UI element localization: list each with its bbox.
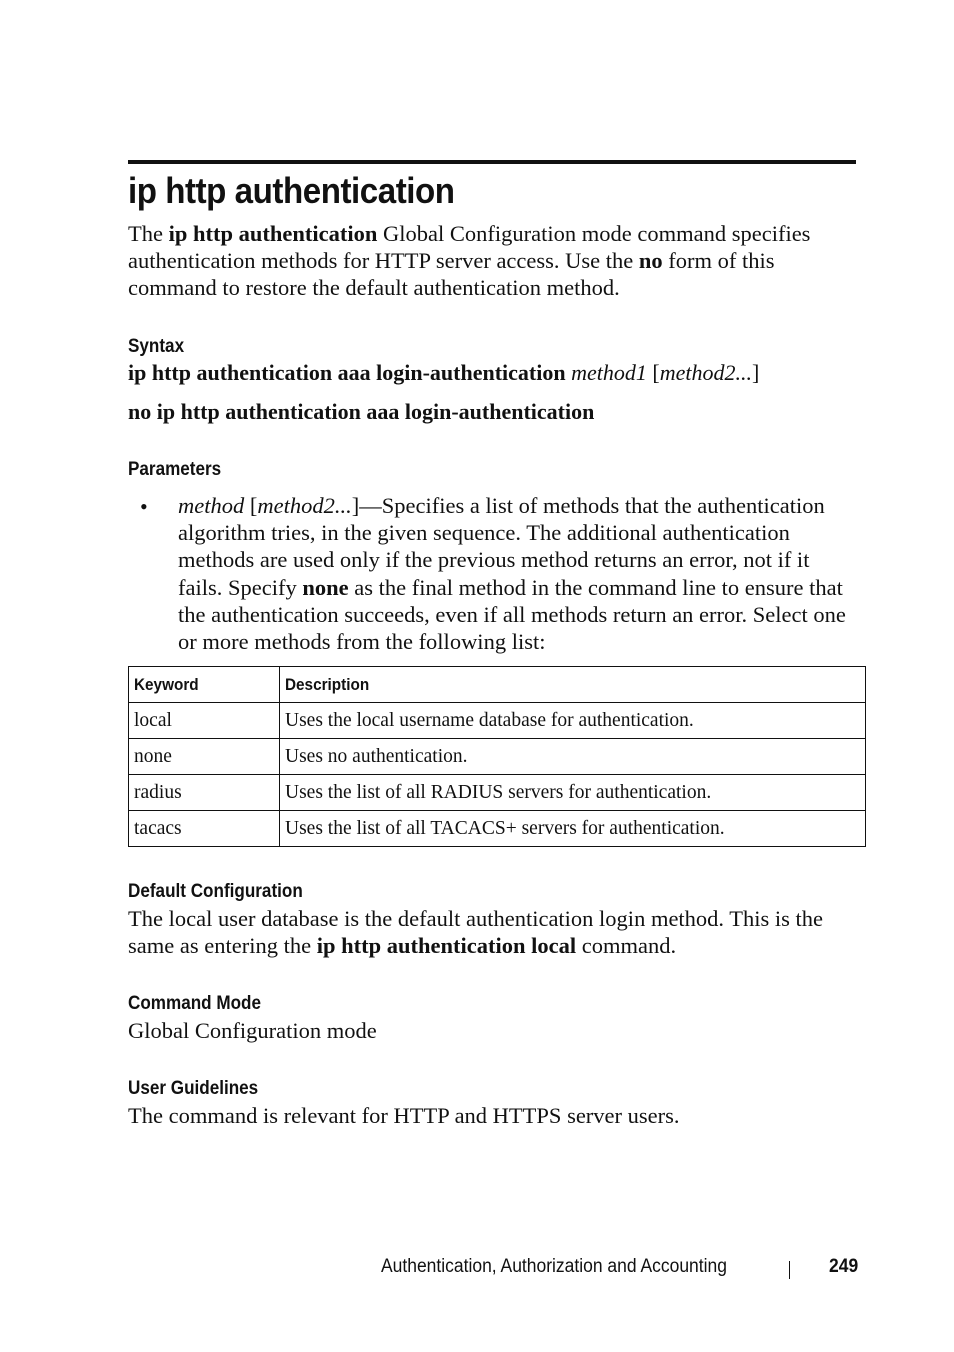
- table-header-row: [129, 667, 866, 703]
- keyword-cell: none: [129, 739, 280, 775]
- syntax-heading: Syntax: [128, 336, 185, 357]
- parameters-bullet-text: method [method2...]—Specifies a list of methods that the authentication algorithm tries, in the given sequence. The additional authentication methods are used only if the previous method returns an error, not if it fails. Specify none as the final method in the command line to ensure that the authentication succeeds, even if all methods return an error. Select one or more methods from the following list:: [178, 493, 846, 655]
- command-name: ip http authentication: [168, 221, 378, 246]
- default-configuration-text: The local user database is the default authentication login method. This is the same as entering the ip http authentication local command.: [128, 906, 824, 958]
- command-mode-heading: Command Mode: [128, 993, 262, 1014]
- table-header-description: Description: [280, 667, 866, 703]
- intro-paragraph: The ip http authentication Global Configuration mode command specifies authentication methods for HTTP server access. Use the no form of this command to restore the default authentication method.: [128, 221, 811, 300]
- keyword-cell: radius: [129, 775, 280, 811]
- description-cell: Uses the list of all TACACS+ servers for authentication.: [280, 811, 866, 847]
- description-cell: Uses the local username database for authentication.: [280, 703, 866, 739]
- keyword-cell: local: [129, 703, 280, 739]
- description-cell: Uses no authentication.: [280, 739, 866, 775]
- table-row: [129, 739, 866, 775]
- default-configuration-heading: Default Configuration: [128, 881, 303, 902]
- command-mode-text: Global Configuration mode: [128, 1018, 377, 1043]
- bullet-marker: •: [140, 494, 148, 519]
- parameters-heading: Parameters: [128, 459, 222, 480]
- table-row: [129, 775, 866, 811]
- footer-section-title: Authentication, Authorization and Accounting: [381, 1256, 727, 1277]
- table-header-keyword: Keyword: [129, 667, 280, 703]
- footer-separator: [789, 1261, 790, 1279]
- user-guidelines-text: The command is relevant for HTTP and HTTPS server users.: [128, 1103, 680, 1128]
- keyword-table: [128, 666, 866, 847]
- syntax-line-2: no ip http authentication aaa login-authentication: [128, 399, 595, 424]
- table-row: [129, 703, 866, 739]
- page-number: 249: [829, 1256, 859, 1277]
- description-cell: Uses the list of all RADIUS servers for authentication.: [280, 775, 866, 811]
- no-keyword: no: [638, 248, 663, 273]
- keyword-cell: tacacs: [129, 811, 280, 847]
- syntax-line-1: ip http authentication aaa login-authentication method1 [method2...]: [128, 360, 760, 385]
- page-title: ip http authentication: [128, 170, 455, 211]
- table-row: [129, 811, 866, 847]
- top-rule: [128, 160, 856, 164]
- user-guidelines-heading: User Guidelines: [128, 1078, 259, 1099]
